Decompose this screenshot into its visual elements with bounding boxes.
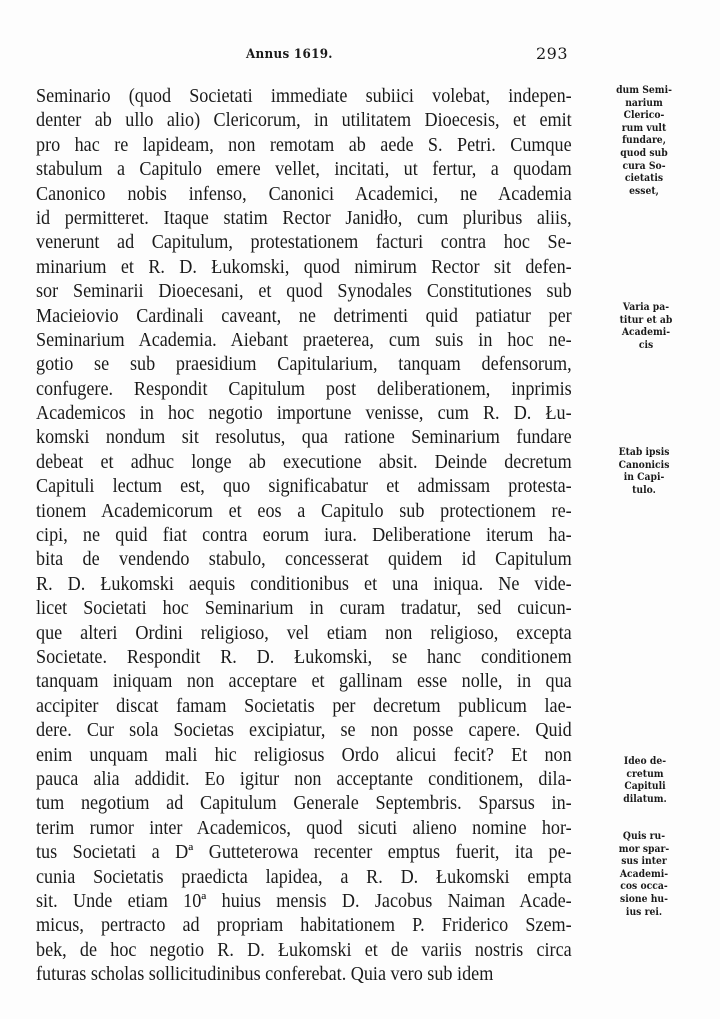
margin-note-line: cretum [626, 767, 664, 780]
margin-note [614, 301, 677, 351]
margin-note-line: Academi- [619, 867, 669, 880]
text-line: pro hac re lapideam, non remotam ab aede S. Petri. Cumque [36, 134, 572, 156]
margin-note-line: Capituli [624, 780, 666, 793]
running-header-title: Annus 1619. [246, 47, 333, 62]
text-line: Societate. Respondit R. D. Łukomski, se hanc conditionem [36, 646, 572, 668]
text-line: R. D. Łukomski aequis conditionibus et una iniqua. Ne vide- [36, 573, 572, 595]
margin-note-line: Ideo de- [623, 755, 667, 767]
text-line: tanquam iniquam non acceptare et gallinam esse nolle, in qua [36, 671, 572, 693]
margin-note-line: sus inter [621, 855, 667, 868]
margin-note-line: sione hu- [620, 892, 668, 905]
text-line: id permitteret. Itaque statim Rector Janidło, cum pluribus aliis, [36, 207, 572, 229]
text-line: enim unquam mali hic religiosus Ordo alicui fecit? Et non [36, 744, 572, 766]
margin-note-line: titur et ab [619, 313, 673, 326]
text-line: terim rumor inter Academicos, quod sicuti alieno nomine hor- [36, 817, 572, 839]
text-line: Academicos in hoc negotio importune venisse, cum R. D. Łu- [36, 403, 572, 425]
margin-note [612, 830, 675, 918]
text-line: bek, de hoc negotio R. D. Łukomski et de variis nostris circa [36, 939, 572, 961]
text-line: minarium et R. D. Łukomski, quod nimirum Rector sit defen- [36, 256, 572, 278]
text-line: pauca alia addidit. Eo igitur non acceptante conditionem, dila- [36, 768, 572, 790]
text-line: cipi, ne quid fiat contra eorum iura. Deliberatione iterum ha- [36, 525, 572, 547]
text-line: que alteri Ordini religioso, vel etiam non religioso, excepta [36, 622, 572, 644]
text-line: komski nondum sit resolutus, qua ratione Seminarium fundare [36, 427, 572, 449]
margin-note-line: mor spar- [618, 842, 670, 855]
margin-note-line: cis [638, 338, 654, 351]
margin-note [612, 446, 675, 496]
text-line: futuras scholas sollicitudinibus conferebat. Quia vero sub idem [36, 964, 494, 986]
margin-note-line: dilatum. [623, 792, 667, 805]
margin-note-line: ius rei. [625, 905, 663, 918]
margin-note-line: esset, [629, 184, 659, 197]
margin-note-line: tulo. [632, 483, 656, 496]
text-line: sor Seminarii Dioecesani, et quod Synodales Constitutiones sub [36, 281, 572, 303]
text-line: venerunt ad Capitulum, protestationem facturi contra hoc Se- [36, 232, 572, 254]
margin-note-line: dum Semi- [616, 84, 672, 96]
margin-note-line: Canonicis [618, 458, 670, 471]
text-line: tionem Academicorum et eos a Capitulo sub protectionem re- [36, 500, 572, 522]
margin-note-line: narium [625, 96, 663, 109]
text-line: bita de vendendo stabulo, concesserat quidem id Capitulum [36, 549, 572, 571]
margin-note-line: Varia pa- [622, 301, 670, 313]
text-line: tum negotium ad Capitulum Generale Septembris. Sparsus in- [36, 793, 572, 815]
body-text [36, 85, 572, 987]
margin-note-line: rum vult [621, 121, 667, 134]
margin-note-line: Etab ipsis [618, 446, 670, 458]
text-line: accipiter discat famam Societatis per decretum publicum lae- [36, 695, 572, 717]
text-line: Seminario (quod Societati immediate subiici volebat, indepen- [36, 86, 572, 107]
text-line: Canonico nobis infenso, Canonici Academici, ne Academia [36, 183, 572, 205]
text-line: gotio se sub praesidium Capitularium, tanquam defensorum, [36, 354, 572, 376]
text-line: Seminarium Academia. Aiebant praeterea, cum suis in hoc ne- [36, 329, 572, 351]
text-line: licet Societati hoc Seminarium in curam tradatur, sed cuicun- [36, 598, 572, 620]
text-line: confugere. Respondit Capitulum post deliberationem, inprimis [36, 378, 572, 400]
margin-note-line: Quis ru- [622, 830, 666, 842]
text-line: Macieiovio Cardinali caveant, ne detrimenti quid patiatur per [36, 305, 572, 327]
text-line: micus, pertracto ad propriam habitationem P. Friderico Szem- [36, 915, 572, 937]
margin-note-line: Clerico- [623, 109, 665, 122]
text-line: dere. Cur sola Societas excipiatur, se non posse capere. Quid [36, 720, 572, 742]
margin-note-line: cietatis [624, 172, 664, 185]
margin-note-line: cos occa- [620, 880, 668, 893]
margin-note-line: Academi- [621, 326, 671, 339]
text-line: denter ab ullo alio) Clericorum, in utilitatem Dioecesis, et emit [36, 110, 572, 132]
text-line: tus Societati a Dª Gutteterowa recenter emptus fuerit, ita pe- [36, 842, 572, 864]
margin-note [613, 755, 676, 805]
text-line: sit. Unde etiam 10ª huius mensis D. Jacobus Naiman Acade- [36, 890, 572, 912]
text-line: Capituli lectum est, quo significabatur et admissam protesta- [36, 476, 572, 498]
margin-note-line: in Capi- [623, 471, 665, 484]
margin-note-line: quod sub [620, 146, 668, 159]
margin-note [612, 84, 675, 197]
margin-note-line: fundare, [622, 134, 666, 147]
margin-note-line: cura So- [622, 159, 666, 172]
text-line: cunia Societatis praedicta lapidea, a R. D. Łukomski empta [36, 866, 572, 888]
page-number: 293 [536, 44, 569, 63]
text-line: debeat et adhuc longe ab executione absit. Deinde decretum [36, 451, 572, 473]
text-line: stabulum a Capitulo emere vellet, incitati, ut fertur, a quodam [36, 159, 572, 181]
